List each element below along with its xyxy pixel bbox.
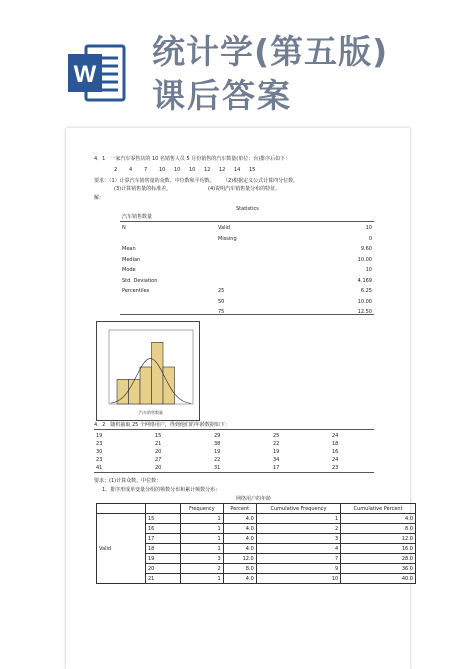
q41-requirement-3: (3)计算销售量的标准差。 [114, 186, 172, 192]
frequency-count: 1 [181, 524, 224, 534]
frequency-percent: 4.0 [223, 544, 256, 554]
statistics-value: 10 [365, 225, 372, 231]
q41-data-value: 7 [144, 167, 148, 173]
q42-age-value: 19 [214, 449, 221, 455]
q42-age-value: 27 [155, 457, 162, 463]
svg-text:W: W [73, 61, 97, 88]
q42-age-value: 23 [96, 441, 103, 447]
q41-data-value: 10 [159, 167, 166, 173]
q42-bottom-rule [94, 472, 374, 473]
q42-top-rule [94, 429, 374, 430]
q41-data-value: 2 [114, 167, 118, 173]
q41-data-value: 15 [249, 167, 256, 173]
q42-age-value: 16 [332, 449, 339, 455]
frequency-cumulative-percent: 8.0 [341, 524, 416, 534]
histogram-bar [163, 367, 175, 404]
q41-data-value: 14 [234, 167, 241, 173]
frequency-table-title: 网络用户的年龄 [236, 496, 272, 502]
statistics-value: 4.169 [357, 277, 372, 284]
q42-age-value: 25 [273, 433, 280, 439]
q42-age-value: 22 [273, 441, 280, 447]
statistics-sub: Missing [218, 235, 237, 242]
frequency-table [96, 503, 416, 584]
freq-header: Frequency [181, 504, 224, 514]
document-title-line2: 课后答案 [152, 76, 292, 115]
frequency-percent: 4.0 [223, 524, 256, 534]
frequency-cumulative-percent: 4.0 [341, 514, 416, 524]
statistics-sub: Valid [218, 225, 231, 231]
frequency-cumulative: 3 [256, 534, 340, 544]
q42-age-value: 31 [214, 465, 221, 471]
q42-step-1: 1、排序形成单变量分组的频数分布和累计频数分布： [102, 487, 221, 493]
frequency-cumulative: 10 [256, 574, 340, 584]
frequency-age: 15 [146, 514, 181, 524]
document-page [66, 128, 413, 669]
freq-header: Cumulative Frequency [256, 504, 340, 514]
frequency-cumulative: 1 [256, 514, 340, 524]
frequency-age: 20 [146, 564, 181, 574]
frequency-count: 1 [181, 574, 224, 584]
frequency-age: 18 [146, 544, 181, 554]
statistics-value: 6.25 [360, 288, 372, 294]
histogram-bar [152, 342, 164, 404]
frequency-count: 1 [181, 534, 224, 544]
statistics-value: 10 [365, 267, 372, 273]
frequency-count: 1 [181, 514, 224, 524]
frequency-cumulative-percent: 36.0 [341, 564, 416, 574]
histogram-svg [97, 322, 199, 420]
frequency-cumulative: 7 [256, 554, 340, 564]
q42-age-value: 24 [332, 433, 339, 439]
frequency-age: 21 [146, 574, 181, 584]
frequency-age: 17 [146, 534, 181, 544]
q41-intro: 4．1 一家汽车零售店的 10 名销售人员 5 月份销售的汽车数量(单位：台)排序后如下： [94, 156, 291, 162]
statistics-label: Mode [122, 267, 136, 273]
document-title-line1: 统计学(第五版) [152, 32, 389, 71]
histogram-bar [129, 379, 141, 404]
frequency-group-label: Valid [97, 514, 146, 584]
statistics-value: 10.00 [357, 256, 372, 263]
statistics-bottom-rule [120, 314, 374, 315]
frequency-count: 3 [181, 554, 224, 564]
statistics-label: Std. Deviation [122, 277, 158, 284]
frequency-percent: 8.0 [223, 564, 256, 574]
q41-data-value: 10 [189, 167, 196, 173]
frequency-row [97, 514, 416, 524]
q41-data-value: 12 [219, 167, 226, 173]
q42-age-value: 41 [96, 465, 103, 471]
q42-age-value: 34 [273, 457, 280, 463]
q41-data-value: 4 [129, 167, 133, 173]
frequency-cumulative-percent: 12.0 [341, 534, 416, 544]
q42-age-value: 30 [96, 449, 103, 455]
q41-requirement-4: (4)说明汽车销售量分布的特征。 [208, 186, 281, 192]
statistics-label: Percentiles [122, 288, 150, 294]
q42-age-value: 22 [214, 457, 221, 463]
freq-header: Cumulative Percent [341, 504, 416, 514]
freq-header: Percent [223, 504, 256, 514]
q42-age-value: 23 [96, 457, 103, 463]
q42-age-value: 19 [273, 449, 280, 455]
q42-age-value: 20 [155, 465, 162, 471]
q42-age-value: 24 [332, 457, 339, 463]
frequency-cumulative-percent: 40.0 [341, 574, 416, 584]
frequency-cumulative: 4 [256, 544, 340, 554]
statistics-variable: 汽车销售数量 [122, 214, 153, 220]
frequency-cumulative-percent: 16.0 [341, 544, 416, 554]
q42-age-value: 23 [332, 465, 339, 471]
frequency-count: 2 [181, 564, 224, 574]
page-header [0, 0, 474, 125]
histogram-chart [96, 321, 200, 421]
q41-data-value: 12 [204, 167, 211, 173]
statistics-title: Statistics [236, 206, 259, 212]
statistics-sub: 75 [218, 309, 225, 315]
q42-age-value: 21 [155, 441, 162, 447]
q42-age-value: 29 [214, 433, 221, 439]
q42-age-value: 38 [214, 441, 221, 447]
frequency-cumulative: 2 [256, 524, 340, 534]
frequency-percent: 12.0 [223, 554, 256, 564]
q41-requirement-2: （2)根据定义公式计算四分位数。 [223, 178, 299, 184]
statistics-value: 10.00 [357, 298, 372, 305]
frequency-percent: 4.0 [223, 534, 256, 544]
frequency-cumulative-percent: 28.0 [341, 554, 416, 564]
frequency-percent: 4.0 [223, 574, 256, 584]
q42-requirement: 要求；(1)计算众数、中位数： [94, 478, 162, 484]
q42-age-value: 18 [332, 441, 339, 447]
statistics-label: Mean [122, 246, 136, 252]
statistics-value: 9.60 [360, 246, 372, 252]
statistics-value: 0 [368, 235, 372, 242]
frequency-count: 1 [181, 544, 224, 554]
frequency-cumulative: 9 [256, 564, 340, 574]
frequency-header-row [97, 504, 416, 514]
q42-intro: 4．2 随机抽取 25 个网络用户，得到他们的年龄数据如下： [94, 422, 230, 428]
q42-age-value: 15 [155, 433, 162, 439]
q41-requirement-1: 要求：（1）计算汽车销售量的众数、中位数和平均数。 [94, 178, 215, 184]
statistics-label: Median [122, 256, 141, 263]
word-document-icon [66, 42, 128, 104]
histogram-bar [140, 367, 152, 404]
frequency-percent: 4.0 [223, 514, 256, 524]
statistics-label: N [122, 225, 126, 231]
statistics-sub: 25 [218, 288, 225, 294]
statistics-value: 12.50 [357, 309, 372, 315]
statistics-sub: 50 [218, 298, 225, 305]
frequency-age: 16 [146, 524, 181, 534]
q42-age-value: 17 [273, 465, 280, 471]
frequency-age: 19 [146, 554, 181, 564]
q42-age-value: 20 [155, 449, 162, 455]
q41-data-value: 10 [174, 167, 181, 173]
q42-age-value: 19 [96, 433, 103, 439]
answer-label: 解： [94, 195, 105, 201]
histogram-x-label: 汽车销售数量 [139, 410, 163, 415]
statistics-top-rule [120, 221, 374, 222]
